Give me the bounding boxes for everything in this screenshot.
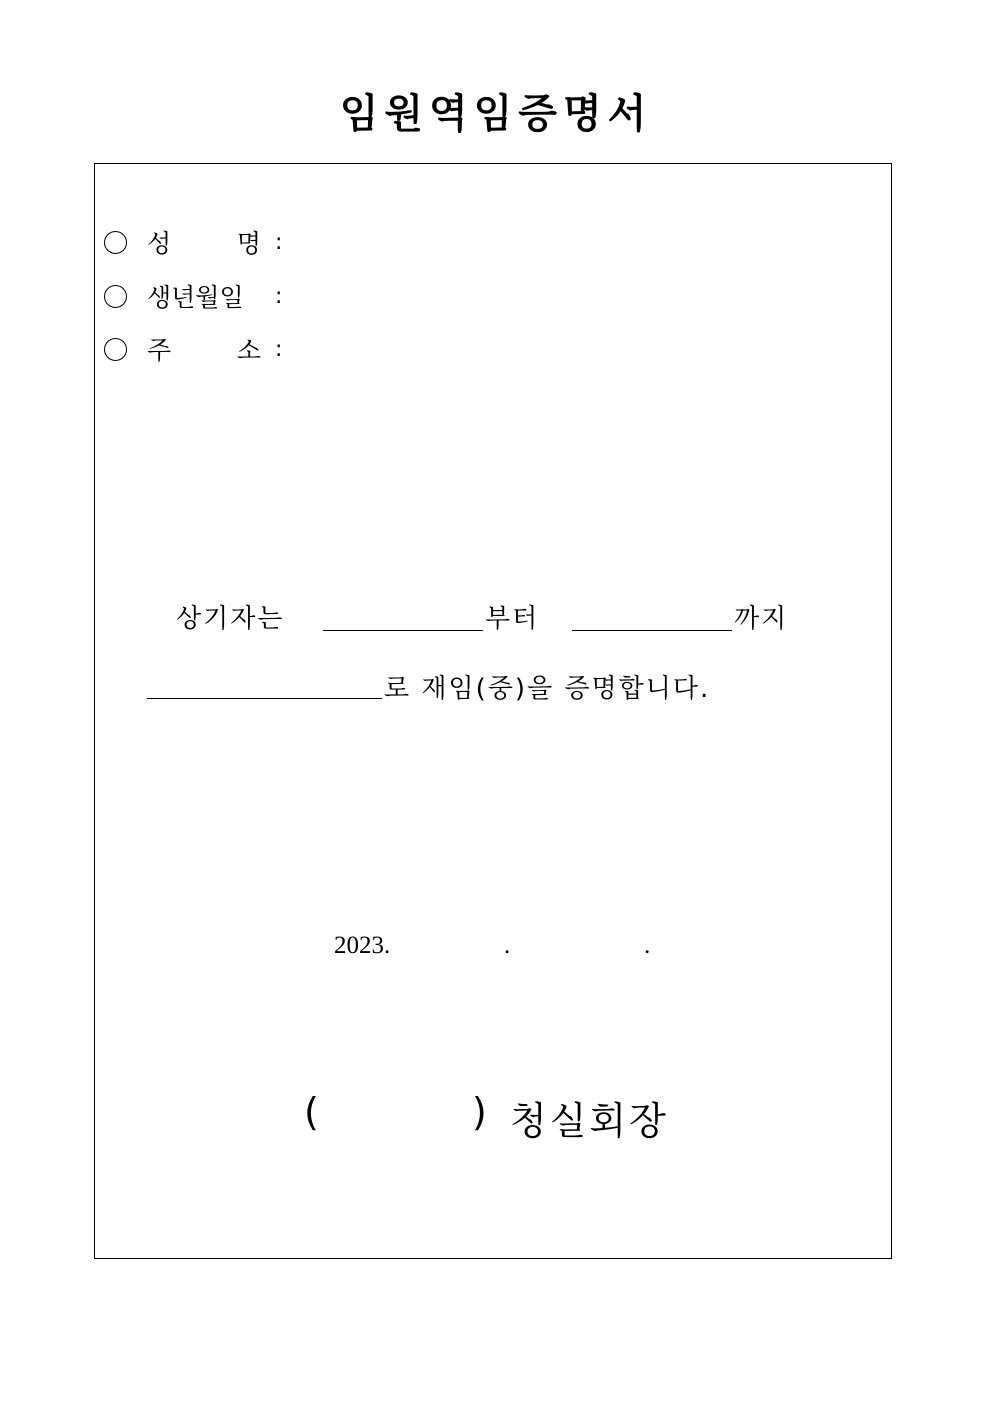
date-year: 2023. <box>334 932 391 959</box>
date-month-dot: . <box>504 932 511 959</box>
document-title: 임원역임증명서 <box>339 91 653 137</box>
subject-prefix: 상기자는 <box>176 604 285 634</box>
circle-bullet-icon <box>104 338 127 361</box>
until-suffix: 까지 <box>734 604 789 634</box>
signer-line <box>0 1090 992 1146</box>
certify-text: 로 재임(중)을 증명합니다. <box>384 674 711 704</box>
period-sentence <box>0 592 992 636</box>
field-colon: : <box>275 336 283 362</box>
field-label-name: 성 명 <box>147 229 261 258</box>
position-blank <box>147 698 382 699</box>
field-row-address <box>104 332 282 366</box>
certify-sentence <box>0 662 992 706</box>
from-date-blank <box>323 630 483 631</box>
circle-bullet-icon <box>104 231 127 254</box>
field-row-birthdate <box>104 279 282 313</box>
field-colon: : <box>275 229 283 255</box>
signer-title: 청실회장 <box>510 1099 669 1143</box>
field-label-address: 주 소 <box>147 336 261 365</box>
from-suffix: 부터 <box>485 604 540 634</box>
signer-close-paren: ) <box>472 1090 487 1134</box>
issue-date <box>0 932 992 968</box>
signer-open-paren: ( <box>304 1090 319 1134</box>
field-row-name <box>104 225 282 259</box>
field-label-birthdate: 생년월일 <box>147 283 244 312</box>
field-colon: : <box>275 283 283 309</box>
date-day-dot: . <box>644 932 651 959</box>
circle-bullet-icon <box>104 285 127 308</box>
until-date-blank <box>572 630 732 631</box>
